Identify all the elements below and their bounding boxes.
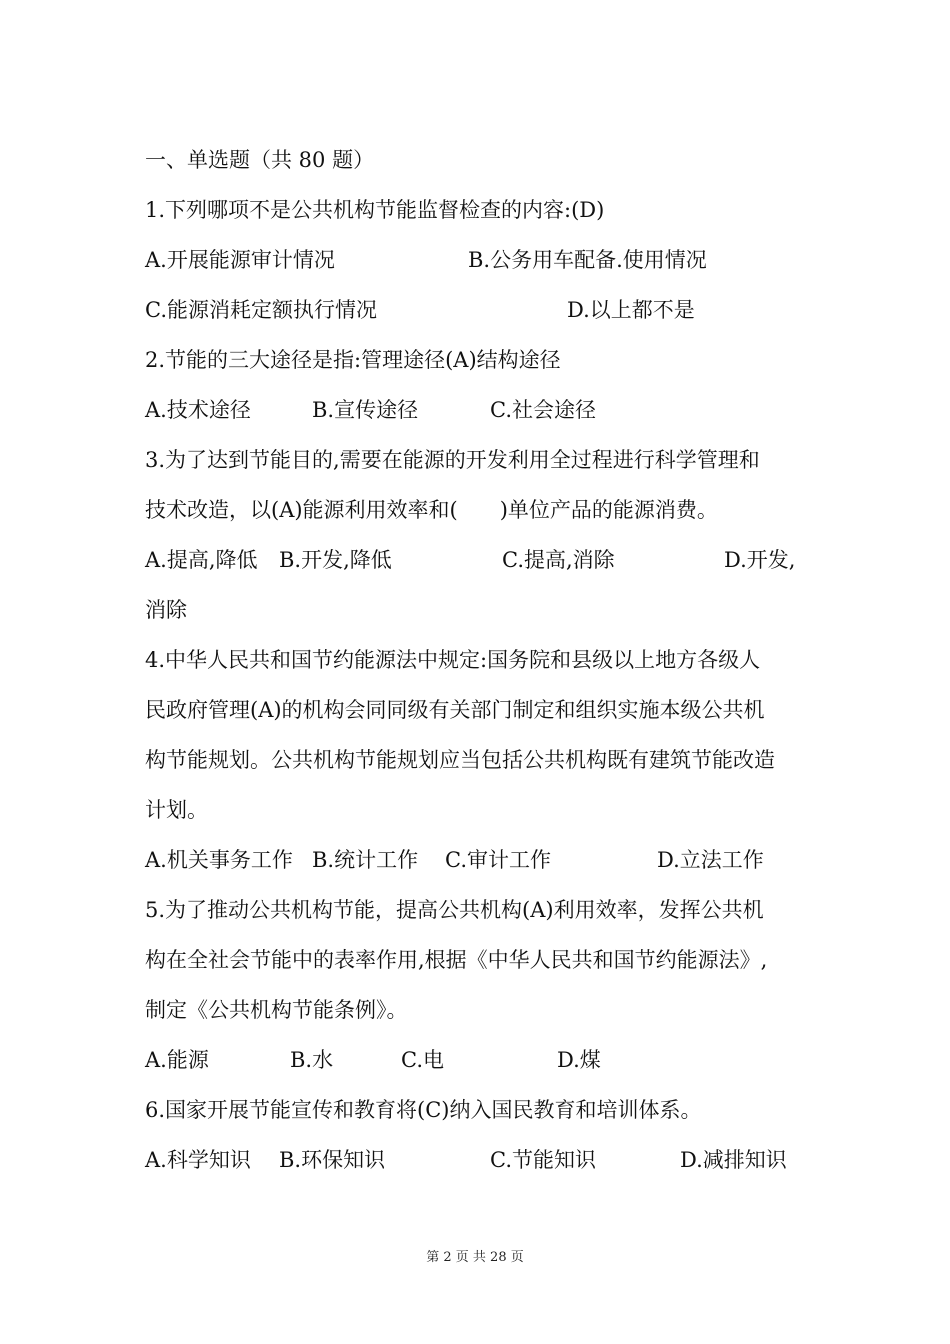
question-1-option-d: D.以上都不是 [567, 298, 695, 322]
question-4-option-b: B.统计工作 [312, 848, 419, 872]
question-5-stem-line-2: 构在全社会节能中的表率作用,根据《中华人民共和国节约能源法》, [145, 948, 768, 972]
question-5-stem-line-1: 5.为了推动公共机构节能，提高公共机构(A)利用效率，发挥公共机 [145, 898, 764, 922]
question-4-option-c: C.审计工作 [445, 848, 551, 872]
question-3-option-d: D.开发, [724, 548, 796, 572]
question-4-option-a: A.机关事务工作 [145, 848, 293, 872]
question-4-stem-line-4: 计划。 [145, 798, 208, 822]
question-6-option-c: C.节能知识 [490, 1148, 596, 1172]
question-2-option-a: A.技术途径 [145, 398, 251, 422]
question-4-stem-line-3: 构节能规划。公共机构节能规划应当包括公共机构既有建筑节能改造 [145, 748, 775, 772]
question-2-option-b: B.宣传途径 [312, 398, 419, 422]
question-1-option-a: A.开展能源审计情况 [145, 248, 335, 272]
question-6-stem-line-1: 6.国家开展节能宣传和教育将(C)纳入国民教育和培训体系。 [145, 1098, 702, 1122]
question-3-option-d-wrap: 消除 [145, 598, 187, 622]
question-5-option-c: C.电 [401, 1048, 444, 1072]
question-5-option-d: D.煤 [557, 1048, 601, 1072]
question-4-stem-line-1: 4.中华人民共和国节约能源法中规定:国务院和县级以上地方各级人 [145, 648, 761, 672]
question-3-stem-line-1: 3.为了达到节能目的,需要在能源的开发利用全过程进行科学管理和 [145, 448, 760, 472]
question-3-option-b: B.开发,降低 [279, 548, 392, 572]
question-5-stem-line-3: 制定《公共机构节能条例》。 [145, 998, 408, 1022]
question-5-option-b: B.水 [290, 1048, 334, 1072]
question-3-option-a: A.提高,降低 [145, 548, 258, 572]
question-2-stem-line-1: 2.节能的三大途径是指:管理途径(A)结构途径 [145, 348, 561, 372]
question-6-option-a: A.科学知识 [145, 1148, 251, 1172]
question-4-stem-line-2: 民政府管理(A)的机构会同同级有关部门制定和组织实施本级公共机 [145, 698, 765, 722]
question-3-stem-line-2: 技术改造，以(A)能源利用效率和( )单位产品的能源消费。 [145, 498, 718, 522]
page-footer: 第 2 页 共 28 页 [426, 1250, 524, 1265]
question-5-option-a: A.能源 [145, 1048, 209, 1072]
question-4-option-d: D.立法工作 [657, 848, 764, 872]
question-6-option-b: B.环保知识 [279, 1148, 386, 1172]
question-2-option-c: C.社会途径 [490, 398, 596, 422]
question-1-option-c: C.能源消耗定额执行情况 [145, 298, 377, 322]
question-1-option-b: B.公务用车配备.使用情况 [468, 248, 707, 272]
question-6-option-d: D.减排知识 [680, 1148, 787, 1172]
question-3-option-c: C.提高,消除 [502, 548, 615, 572]
question-1-stem-line-1: 1.下列哪项不是公共机构节能监督检查的内容:(D) [145, 198, 605, 222]
section-title: 一、单选题（共 80 题） [145, 148, 375, 172]
